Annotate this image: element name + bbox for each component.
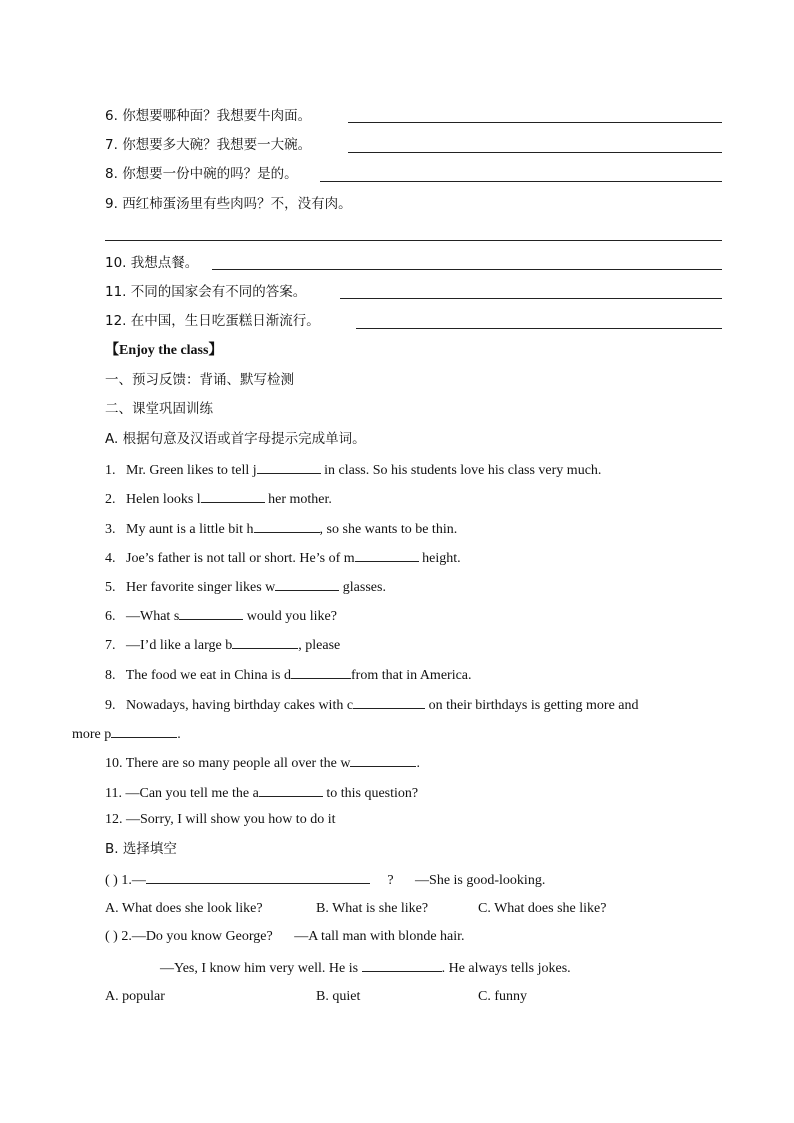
item-text-post: glasses. [342, 580, 386, 595]
fill-blank[interactable] [201, 488, 265, 503]
question-prefix: ( ) 2.—Do you know George? [105, 929, 273, 944]
item-number: 4. [105, 551, 116, 566]
sectionA-item-12 [105, 810, 335, 830]
item-text-post: . [416, 756, 420, 771]
item-text-post: . [177, 727, 181, 742]
item-text-post: her mother. [268, 492, 332, 507]
sectionB-title: B. 选择填空 [105, 841, 177, 857]
item-text-post: on their birthdays is getting more and [428, 698, 639, 713]
question-text-post: . He always tells jokes. [441, 961, 571, 976]
answer-line[interactable] [348, 122, 722, 123]
item-number: 7. [105, 638, 116, 653]
question-text: —A tall man with blonde hair. [294, 929, 465, 944]
fill-blank[interactable] [146, 869, 370, 884]
sectionA-item-5 [105, 576, 386, 598]
item-text-pre: There are so many people all over the w [125, 756, 351, 771]
q1-option-a[interactable]: A. What does she look like? [105, 901, 263, 916]
translation-item-11 [105, 282, 306, 302]
fill-blank[interactable] [232, 634, 298, 649]
item-text-pre: —I’d like a large b [126, 638, 233, 653]
q1-option-b[interactable]: B. What is she like? [316, 901, 429, 916]
item-text-post: , please [298, 638, 341, 653]
item-number: 5. [105, 580, 116, 595]
item-number: 2. [105, 492, 116, 507]
item-text-post: height. [422, 551, 461, 566]
item-number: 10. [105, 756, 123, 771]
item-text-pre: Nowadays, having birthday cakes with c [126, 698, 354, 713]
item-text-pre: Joe’s father is not tall or short. He’s of m [126, 551, 355, 566]
q2-option-b[interactable]: B. quiet [316, 989, 361, 1004]
part1-title: 一、预习反馈：背诵、默写检测 [105, 372, 294, 388]
fill-blank[interactable] [362, 957, 442, 972]
fill-blank[interactable] [254, 518, 320, 533]
item-number: 7. [105, 137, 118, 153]
fill-blank[interactable] [353, 694, 425, 709]
question-text-pre: —Yes, I know him very well. He is [160, 961, 359, 976]
item-text: 我想点餐。 [130, 255, 199, 271]
translation-item-9 [105, 194, 352, 214]
sectionB-q2-line2 [160, 957, 571, 979]
item-number: 10. [105, 255, 127, 271]
item-number: 12. [105, 313, 127, 329]
translation-item-8 [105, 164, 298, 184]
item-text-pre: —Can you tell me the a [125, 786, 259, 801]
fill-blank[interactable] [291, 664, 351, 679]
translation-item-7 [105, 135, 311, 155]
fill-blank[interactable] [257, 459, 321, 474]
question-prefix: ( ) 1.— [105, 873, 146, 888]
item-text: 不同的国家会有不同的答案。 [130, 284, 307, 300]
sectionB-q2 [105, 927, 465, 947]
sectionA-item-6 [105, 605, 337, 627]
item-text-pre: Her favorite singer likes w [126, 580, 276, 595]
item-text-pre: Mr. Green likes to tell j [126, 463, 257, 478]
item-text-pre: —What s [126, 609, 180, 624]
item-number: 8. [105, 668, 116, 683]
item-number: 9. [105, 698, 116, 713]
question-answer: —She is good-looking. [415, 873, 546, 888]
sectionA-item-8 [105, 664, 472, 686]
question-mark: ? [387, 873, 394, 888]
translation-item-6 [105, 106, 311, 126]
fill-blank[interactable] [111, 723, 177, 738]
item-number: 3. [105, 522, 116, 537]
item-text-pre: The food we eat in China is d [125, 668, 291, 683]
item-number: 12. [105, 812, 123, 827]
q1-option-c[interactable]: C. What does she like? [478, 901, 607, 916]
part2-title: 二、课堂巩固训练 [105, 401, 213, 417]
answer-line[interactable] [105, 240, 722, 241]
item-text: 你想要一份中碗的吗？是的。 [122, 166, 298, 182]
answer-line[interactable] [348, 152, 722, 153]
item-number: 8. [105, 166, 118, 182]
sectionA-item-11 [105, 782, 418, 804]
item-text-pre: —Sorry, I will show you how to do it [126, 812, 336, 827]
sectionA-item-4 [105, 547, 461, 569]
item-number: 6. [105, 108, 118, 124]
item-text-post: from that in America. [351, 668, 472, 683]
sectionA-item-3 [105, 518, 457, 540]
sectionA-item-7 [105, 634, 340, 656]
sectionA-item-9-cont [72, 723, 181, 745]
sectionA-item-9 [105, 694, 722, 716]
answer-line[interactable] [340, 298, 722, 299]
fill-blank[interactable] [275, 576, 339, 591]
q2-option-c[interactable]: C. funny [478, 989, 527, 1004]
item-number: 9. [105, 196, 118, 212]
fill-blank[interactable] [259, 782, 323, 797]
item-text: 你想要哪种面？我想要牛肉面。 [122, 108, 312, 124]
answer-line[interactable] [320, 181, 722, 182]
q2-option-a[interactable]: A. popular [105, 989, 165, 1004]
translation-item-10 [105, 253, 198, 273]
translation-item-12 [105, 311, 320, 331]
fill-blank[interactable] [350, 752, 416, 767]
item-text-post: in class. So his students love his class very much. [324, 463, 602, 478]
sectionA-item-10 [105, 752, 420, 774]
item-text-pre: My aunt is a little bit h [126, 522, 254, 537]
item-number: 6. [105, 609, 116, 624]
item-text-post: , so she wants to be thin. [319, 522, 458, 537]
fill-blank[interactable] [179, 605, 243, 620]
item-text: 你想要多大碗？我想要一大碗。 [122, 137, 312, 153]
sectionA-title: A. 根据句意及汉语或首字母提示完成单词。 [105, 431, 366, 447]
item-text-pre: more p [72, 727, 112, 742]
sectionA-item-1 [105, 459, 601, 481]
item-number: 11. [105, 284, 127, 300]
item-number: 1. [105, 463, 116, 478]
item-text-pre: Helen looks l [126, 492, 201, 507]
sectionA-item-2 [105, 488, 332, 510]
enjoy-class-heading: 【Enjoy the class】 [105, 343, 223, 358]
answer-line[interactable] [212, 269, 722, 270]
answer-line[interactable] [356, 328, 722, 329]
item-text: 在中国，生日吃蛋糕日渐流行。 [130, 313, 320, 329]
item-text-post: to this question? [326, 786, 419, 801]
sectionB-q1 [105, 869, 545, 891]
fill-blank[interactable] [355, 547, 419, 562]
item-text-post: would you like? [246, 609, 337, 624]
item-number: 11. [105, 786, 122, 801]
item-text: 西红柿蛋汤里有些肉吗？不，没有肉。 [122, 196, 352, 212]
